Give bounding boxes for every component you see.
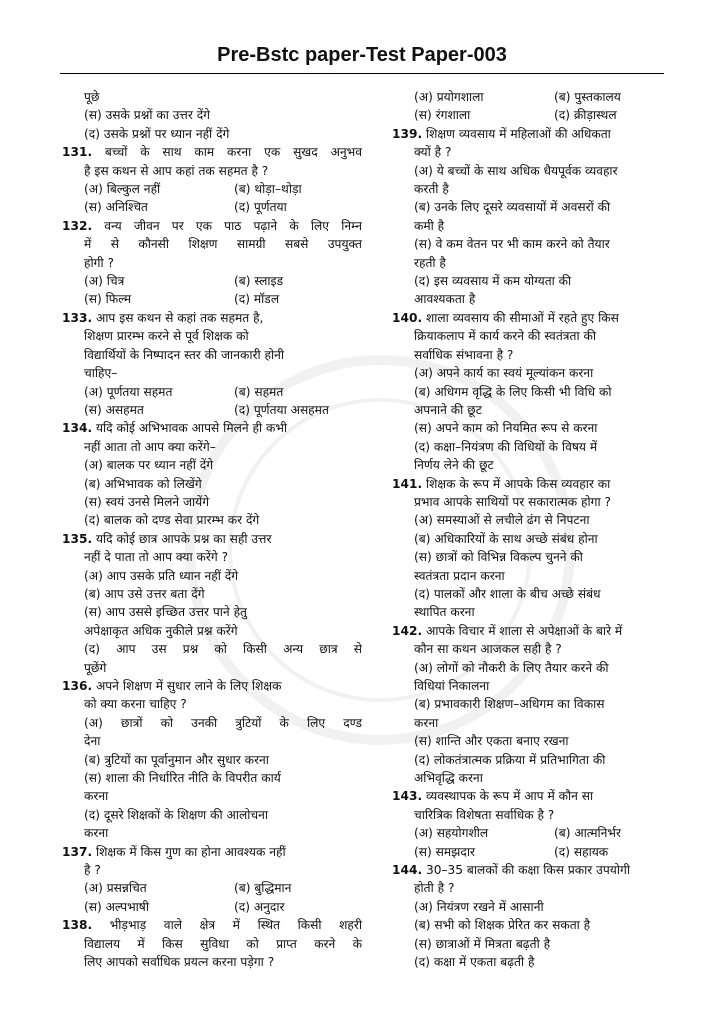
line-text: (द) पालकों और शाला के बीच अच्छे संबंध [414, 586, 601, 601]
option-text: (स) समझदार [414, 844, 475, 859]
line-text: अभिवृद्धि करना [414, 771, 483, 786]
question-number: 134. [62, 421, 93, 436]
question-number: 131. [62, 145, 93, 160]
question-number: 139. [392, 126, 423, 141]
line-text: (ब) सभी को शिक्षक प्रेरित कर सकता है [414, 918, 591, 933]
line-text: अपेक्षाकृत अधिक नुकीले प्रश्न करेंगे [84, 623, 238, 638]
text-line [62, 603, 362, 621]
text-line [392, 916, 682, 934]
option-text: (अ) पूर्णतया सहमत [84, 384, 173, 399]
line-text: (द) कक्षा में एकता बढ़ती है [414, 955, 535, 970]
line-text: (द) दूसरे शिक्षकों के शिक्षण की आलोचना [84, 807, 269, 822]
line-text: (ब) अभिभावक को लिखेंगे [84, 476, 202, 491]
question-line [392, 622, 682, 640]
option-text: (ब) थोड़ा–थोड़ा [234, 182, 302, 197]
line-text: आवश्यकता है [414, 292, 476, 307]
text-line [62, 585, 362, 603]
option-text: (द) मॉडल [234, 292, 280, 307]
line-text: में से कौनसी शिक्षण सामग्री सबसे उपयुक्त [84, 237, 362, 252]
question-number: 132. [62, 218, 93, 233]
text-line [392, 953, 682, 971]
line-text: पूछेंगे [84, 660, 107, 675]
line-text: शिक्षक के रूप में आपके किस व्यवहार का [425, 476, 611, 491]
line-text: क्यों है ? [414, 145, 452, 160]
question-line [392, 861, 682, 879]
line-text: शिक्षण प्रारम्भ करने से पूर्व शिक्षक को [84, 329, 249, 344]
question-line [62, 677, 362, 695]
text-line [392, 567, 682, 585]
option-text: (स) असहमत [84, 402, 144, 417]
text-line [392, 419, 682, 437]
question-number: 140. [392, 310, 423, 325]
line-text: (द) उसके प्रश्नों पर ध्यान नहीं देंगे [84, 126, 230, 141]
line-text: (द) इस व्यवसाय में कम योग्यता की [414, 274, 572, 289]
text-line [62, 162, 362, 180]
text-line [392, 180, 682, 198]
option-text: (ब) बुद्धिमान [234, 881, 292, 896]
line-text: शाला व्यवसाय की सीमाओं में रहते हुए किस [425, 310, 619, 325]
line-text: स्वतंत्रता प्रदान करना [414, 568, 505, 583]
option-text: (द) क्रीड़ास्थल [554, 108, 617, 123]
line-text: (ब) अधिकारियों के साथ अच्छे संबंध होना [414, 531, 598, 546]
question-number: 137. [62, 844, 93, 859]
line-text: होगी ? [84, 255, 114, 270]
text-line [62, 567, 362, 585]
question-number: 143. [392, 789, 423, 804]
text-line [392, 732, 682, 750]
option-pair [392, 88, 682, 106]
text-line [392, 530, 682, 548]
option-text: (द) सहायक [554, 844, 609, 859]
text-line [62, 327, 362, 345]
line-text: शिक्षण व्यवसाय में महिलाओं की अधिकता [425, 126, 611, 141]
line-text: क्रियाकलाप में कार्य करने की स्वतंत्रता की [414, 329, 596, 344]
text-line [62, 456, 362, 474]
text-line [62, 622, 362, 640]
text-line [392, 677, 682, 695]
line-text: (अ) अपने कार्य का स्वयं मूल्यांकन करना [414, 366, 594, 381]
text-line [392, 438, 682, 456]
text-line [392, 511, 682, 529]
text-line [62, 861, 362, 879]
text-line [62, 751, 362, 769]
option-text: (स) अल्पभाषी [84, 899, 150, 914]
left-column [62, 88, 362, 972]
text-line [392, 806, 682, 824]
question-line [62, 419, 362, 437]
option-text: (द) पूर्णतया [234, 200, 287, 215]
option-pair [62, 180, 362, 198]
option-text: (ब) आत्मनिर्भर [554, 826, 621, 841]
text-line [62, 935, 362, 953]
option-text: (स) रंगशाला [414, 108, 471, 123]
option-text: (ब) स्लाइड [234, 274, 284, 289]
line-text: रहती है [414, 255, 446, 270]
line-text: सर्वाधिक संभावना है ? [414, 347, 514, 362]
question-line [392, 475, 682, 493]
line-text: शिक्षक में किस गुण का होना आवश्यक नहीं [95, 844, 286, 859]
text-line [392, 935, 682, 953]
line-text: भीड़भाड़ वाले क्षेत्र में स्थित किसी शहरी [109, 918, 363, 933]
text-line [392, 162, 682, 180]
line-text: वन्य जीवन पर एक पाठ पढ़ाने के लिए निम्न [104, 218, 363, 233]
line-text: (अ) समस्याओं से लचीले ढंग से निपटना [414, 513, 590, 528]
text-line [392, 695, 682, 713]
text-line [392, 493, 682, 511]
line-text: चारित्रिक विशेषता सर्वाधिक है ? [414, 807, 555, 822]
text-line [392, 346, 682, 364]
option-pair [62, 290, 362, 308]
text-line [62, 732, 362, 750]
text-line [392, 659, 682, 677]
text-line [392, 769, 682, 787]
line-text: कौन सा कथन आजकल सही है ? [414, 642, 562, 657]
text-line [62, 106, 362, 124]
text-line [62, 438, 362, 456]
text-line [62, 824, 362, 842]
question-line [62, 530, 362, 548]
right-column [392, 88, 682, 972]
option-pair [392, 106, 682, 124]
line-text: आपके विचार में शाला से अपेक्षाओं के बारे में [425, 623, 623, 638]
line-text: यदि कोई छात्र आपके प्रश्न का सही उत्तर [95, 531, 272, 546]
line-text: (अ) आप उसके प्रति ध्यान नहीं देंगे [84, 568, 239, 583]
line-text: विधियां निकालना [414, 679, 490, 693]
text-line [62, 787, 362, 805]
line-text: 30–35 बालकों की कक्षा किस प्रकार उपयोगी [425, 863, 631, 878]
line-text: करती है [414, 182, 449, 197]
line-text: यदि कोई अभिभावक आपसे मिलने ही कभी [95, 421, 288, 436]
text-line [62, 125, 362, 143]
option-text: (अ) सहयोगशील [414, 826, 489, 841]
line-text: (स) स्वयं उनसे मिलने जायेंगे [84, 494, 210, 509]
option-text: (अ) चित्र [84, 274, 125, 289]
option-text: (स) अनिश्चित [84, 200, 148, 215]
text-line [392, 548, 682, 566]
line-text: (स) शान्ति और एकता बनाए रखना [414, 734, 569, 749]
line-text: (ब) आप उसे उत्तर बता देंगे [84, 586, 205, 601]
line-text: (ब) त्रुटियों का पूर्वानुमान और सुधार करना [84, 752, 269, 767]
question-line [392, 787, 682, 805]
title-rule [60, 73, 664, 74]
line-text: विद्यालय में किस सुविधा को प्राप्त करने के [84, 936, 362, 951]
text-line [392, 254, 682, 272]
line-text: (अ) बालक पर ध्यान नहीं देंगे [84, 458, 214, 473]
text-line [62, 769, 362, 787]
line-text: (द) कक्षा–नियंत्रण की विधियों के विषय में [414, 439, 598, 454]
line-text: है ? [84, 863, 101, 878]
question-number: 135. [62, 531, 93, 546]
line-text: (स) उसके प्रश्नों का उत्तर देंगे [84, 108, 211, 123]
line-text: है इस कथन से आप कहां तक सहमत है ? [84, 163, 269, 178]
line-text: पूछे [84, 90, 100, 104]
line-text: (स) अपने काम को नियमित रूप से करना [414, 421, 598, 436]
line-text: (स) छात्राओं में मित्रता बढ़ती है [414, 936, 551, 951]
option-text: (अ) बिल्कुल नहीं [84, 182, 161, 197]
line-text: (अ) नियंत्रण रखने में आसानी [414, 899, 544, 914]
line-text: करना [84, 789, 109, 804]
text-line [62, 254, 362, 272]
text-line [392, 640, 682, 658]
line-text: लिए आपको सर्वाधिक प्रयत्न करना पड़ेगा ? [84, 955, 275, 970]
text-line [392, 217, 682, 235]
line-text: (अ) ये बच्चों के साथ अधिक धैयपूर्वक व्यवहार [414, 163, 618, 178]
line-text: चाहिए– [84, 366, 118, 381]
line-text: (ब) अधिगम वृद्धि के लिए किसी भी विधि को [414, 384, 612, 399]
option-pair [392, 824, 682, 842]
option-text: (द) पूर्णतया असहमत [234, 402, 329, 417]
line-text: (स) शाला की निर्धारित नीति के विपरीत कार्य [84, 771, 281, 786]
text-line [62, 493, 362, 511]
line-text: अपने शिक्षण में सुधार लाने के लिए शिक्षक [95, 679, 282, 693]
option-text: (द) अनुदार [234, 899, 285, 914]
question-line [392, 125, 682, 143]
text-line [392, 235, 682, 253]
line-text: (स) आप उससे इच्छित उत्तर पाने हेतु [84, 605, 247, 620]
option-text: (स) फिल्म [84, 292, 132, 307]
option-pair [62, 198, 362, 216]
text-line [62, 235, 362, 253]
text-line [392, 879, 682, 897]
text-line [62, 364, 362, 382]
text-line [62, 695, 362, 713]
text-line [392, 364, 682, 382]
line-text: (द) आप उस प्रश्न को किसी अन्य छात्र से [84, 642, 362, 657]
text-line [392, 603, 682, 621]
text-line [392, 751, 682, 769]
line-text: (स) छात्रों को विभिन्न विकल्प चुनने की [414, 550, 583, 565]
text-line [62, 659, 362, 677]
line-text: होती है ? [414, 881, 455, 896]
option-text: (ब) पुस्तकालय [554, 90, 621, 104]
question-line [62, 143, 362, 161]
text-line [62, 88, 362, 106]
question-line [62, 217, 362, 235]
text-line [392, 198, 682, 216]
line-text: बच्चों के साथ काम करना एक सुखद अनुभव [104, 145, 363, 160]
line-text: (अ) लोगों को नौकरी के लिए तैयार करने की [414, 660, 609, 675]
text-line [392, 143, 682, 161]
text-line [392, 898, 682, 916]
option-pair [392, 843, 682, 861]
text-line [392, 383, 682, 401]
question-number: 136. [62, 679, 93, 693]
page-title: Pre-Bstc paper-Test Paper-003 [217, 44, 507, 66]
text-line [62, 806, 362, 824]
text-line [62, 714, 362, 732]
line-text: विद्यार्थियों के निष्पादन स्तर की जानकारी होनी [84, 347, 285, 362]
text-line [392, 714, 682, 732]
line-text: प्रभाव आपके साथियों पर सकारात्मक होगा ? [414, 494, 611, 509]
text-line [62, 475, 362, 493]
question-number: 142. [392, 623, 423, 638]
text-line [62, 511, 362, 529]
option-text: (ब) सहमत [234, 384, 284, 399]
option-text: (अ) प्रसन्नचित [84, 881, 147, 896]
line-text: (स) वे कम वेतन पर भी काम करने को तैयार [414, 237, 610, 252]
option-text: (अ) प्रयोगशाला [414, 90, 484, 104]
line-text: अपनाने की छूट [414, 402, 482, 417]
question-number: 133. [62, 310, 93, 325]
line-text: नहीं आता तो आप क्या करेंगे– [84, 439, 216, 454]
option-pair [62, 401, 362, 419]
text-line [62, 346, 362, 364]
line-text: आप इस कथन से कहां तक सहमत है, [95, 310, 264, 325]
question-line [62, 916, 362, 934]
line-text: देना [84, 734, 101, 749]
text-line [62, 640, 362, 658]
option-pair [62, 272, 362, 290]
text-line [392, 585, 682, 603]
line-text: नहीं दे पाता तो आप क्या करेंगे ? [84, 550, 229, 565]
line-text: (अ) छात्रों को उनकी त्रुटियों के लिए दण्ड [84, 715, 362, 730]
question-line [62, 309, 362, 327]
line-text: करना [84, 826, 109, 841]
line-text: (ब) प्रभावकारी शिक्षण–अधिगम का विकास [414, 697, 605, 712]
line-text: निर्णय लेने की छूट [414, 458, 494, 473]
line-text: को क्या करना चाहिए ? [84, 697, 187, 712]
option-pair [62, 383, 362, 401]
question-line [62, 843, 362, 861]
line-text: (ब) उनके लिए दूसरे व्यवसायों में अवसरों की [414, 200, 611, 215]
line-text: (द) बालक को दण्ड सेवा प्रारम्भ कर देंगे [84, 513, 260, 528]
line-text: (द) लोकतंत्रात्मक प्रक्रिया में प्रतिभागिता की [414, 752, 606, 767]
question-number: 138. [62, 918, 93, 933]
text-line [392, 327, 682, 345]
question-number: 141. [392, 476, 423, 491]
line-text: कमी है [414, 218, 445, 233]
question-line [392, 309, 682, 327]
text-line [392, 456, 682, 474]
line-text: व्यवस्थापक के रूप में आप में कौन सा [425, 789, 594, 804]
option-pair [62, 898, 362, 916]
option-pair [62, 879, 362, 897]
text-line [392, 401, 682, 419]
text-line [392, 272, 682, 290]
text-line [62, 953, 362, 971]
text-line [392, 290, 682, 308]
question-number: 144. [392, 863, 423, 878]
line-text: करना [414, 715, 439, 730]
text-line [62, 548, 362, 566]
line-text: स्थापित करना [414, 605, 475, 620]
